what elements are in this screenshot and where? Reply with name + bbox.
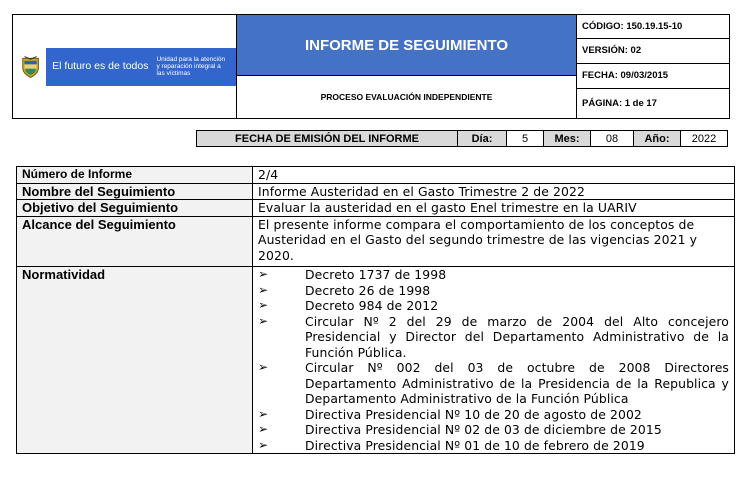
objective-label: Objetivo del Seguimiento [17, 200, 253, 217]
institution-logo [13, 48, 236, 86]
title-cell [237, 15, 577, 119]
list-item: ➢ Directiva Presidencial Nº 10 de 20 de agosto de 2002 [258, 406, 642, 422]
report-info-table [16, 166, 735, 454]
arrow-bullet-icon: ➢ [258, 406, 269, 421]
document-header [12, 14, 730, 119]
list-item: ➢ Circular Nº 2 del 29 de marzo de 2004 del Alto concejero Presidencial y Director del Departamento Administrativo de la Función Pública. [258, 313, 729, 360]
list-item: ➢ Decreto 984 de 2012 [258, 298, 439, 313]
year-value: 2022 [681, 131, 728, 147]
logo-agency-name: Unidad para la atención y reparación integral a las víctimas [156, 56, 226, 77]
logo-cell [13, 15, 237, 119]
report-number-label: Número de Informe [17, 167, 253, 184]
table-row [17, 267, 735, 454]
logo-banner [46, 48, 236, 86]
coat-of-arms-icon [21, 54, 40, 80]
month-value: 08 [591, 131, 634, 147]
document-code: CÓDIGO: 150.19.15-10 [582, 21, 683, 32]
list-item: ➢ Directiva Presidencial Nº 02 de 03 de diciembre de 2015 [258, 422, 662, 437]
process-name: PROCESO EVALUACIÓN INDEPENDIENTE [237, 75, 576, 118]
page-number: PÁGINA: 1 de 17 [577, 88, 729, 118]
objective-value: Evaluar la austeridad en el gasto Enel trimestre en la UARIV [253, 200, 735, 217]
emission-label: FECHA DE EMISIÓN DEL INFORME [197, 131, 458, 147]
emission-date-table [196, 130, 728, 147]
table-row [17, 200, 735, 217]
list-item: ➢ Circular Nº 002 del 03 de octubre de 2008 Directores Departamento Administrativo de la Presidencia de la Republica y Departamento Administrativo de la Función Pública [258, 360, 729, 406]
table-row [17, 183, 735, 200]
document-version: VERSIÓN: 02 [577, 38, 729, 63]
document-date: FECHA: 09/03/2015 [577, 63, 729, 88]
day-value: 5 [507, 131, 544, 147]
list-item: ➢ Directiva Presidencial Nº 01 de 10 de febrero de 2019 [258, 437, 645, 453]
arrow-bullet-icon: ➢ [258, 437, 269, 452]
regulations-value [253, 267, 735, 454]
table-row [17, 167, 735, 184]
tracking-name-value: Informe Austeridad en el Gasto Trimestre 2 de 2022 [253, 183, 735, 200]
arrow-bullet-icon: ➢ [258, 298, 269, 312]
list-item: ➢ Decreto 1737 de 1998 [258, 267, 447, 282]
regulations-list [258, 267, 729, 453]
month-label: Mes: [544, 131, 591, 147]
tracking-name-label: Nombre del Seguimiento [17, 183, 253, 200]
list-item: ➢ Decreto 26 de 1998 [258, 282, 431, 298]
day-label: Día: [458, 131, 507, 147]
table-row [17, 216, 735, 267]
arrow-bullet-icon: ➢ [258, 360, 269, 374]
arrow-bullet-icon: ➢ [258, 282, 269, 297]
logo-slogan: El futuro es de todos [52, 60, 149, 72]
meta-cell [577, 15, 730, 119]
arrow-bullet-icon: ➢ [258, 267, 269, 281]
year-label: Año: [634, 131, 681, 147]
report-number-value: 2/4 [253, 167, 735, 184]
scope-value: El presente informe compara el comportamiento de los conceptos de Austeridad en el Gasto del segundo trimestre de las vigencias 2021 y 2020. [253, 216, 735, 267]
regulations-label: Normatividad [17, 267, 253, 454]
arrow-bullet-icon: ➢ [258, 422, 269, 436]
scope-label: Alcance del Seguimiento [17, 216, 253, 267]
document-title: INFORME DE SEGUIMIENTO [237, 15, 576, 75]
arrow-bullet-icon: ➢ [258, 313, 269, 328]
